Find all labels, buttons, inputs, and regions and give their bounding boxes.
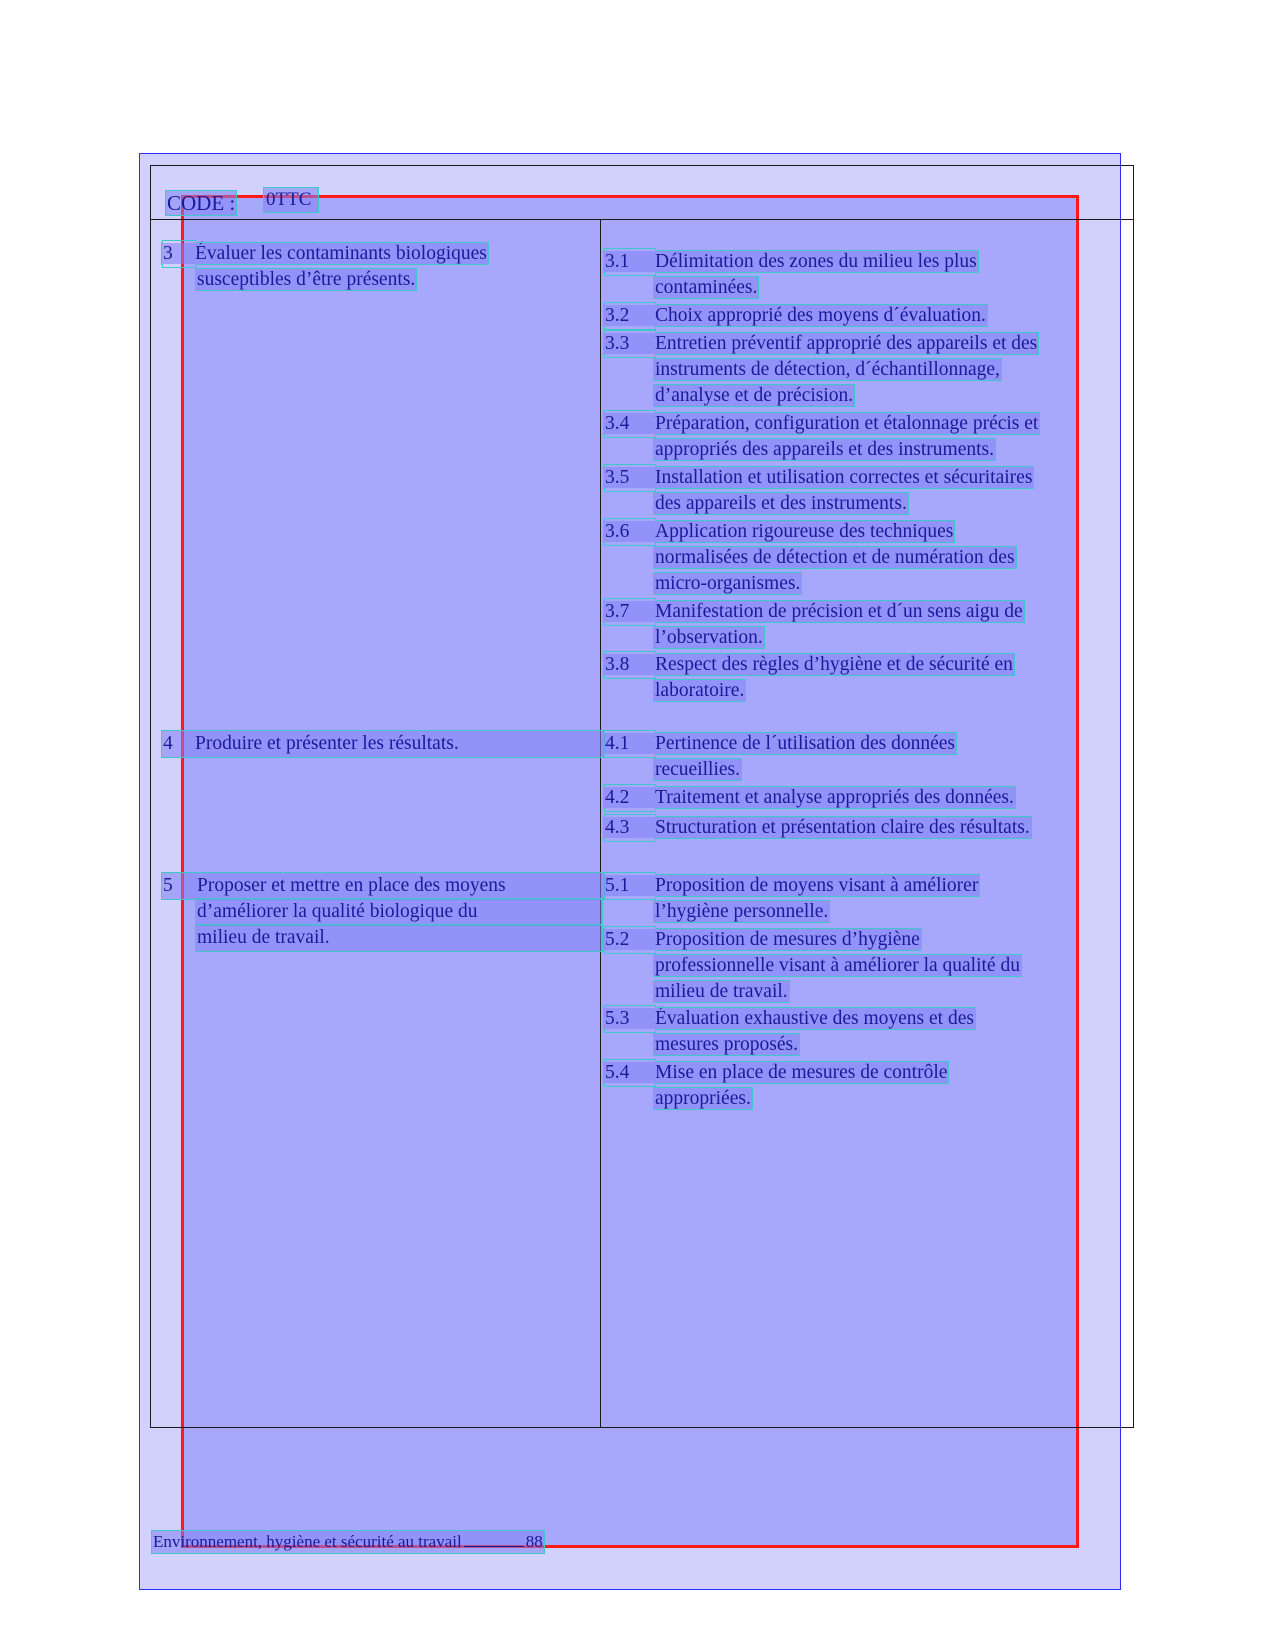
criterion-5-1 [604, 873, 979, 925]
criterion-line: Choix approprié des moyens d´évaluation. [655, 305, 986, 326]
competency-3 [162, 241, 488, 293]
column-divider [600, 219, 601, 1427]
criterion-line: Structuration et présentation claire des résultats. [655, 817, 1030, 838]
footer-leader [464, 1546, 524, 1547]
criterion-line: milieu de travail. [655, 981, 788, 1002]
criterion-line: instruments de détection, d´échantillonnage, [655, 359, 1000, 380]
header-divider [151, 219, 1133, 220]
criterion-4-3 [604, 815, 1031, 841]
competency-5 [162, 873, 604, 951]
criterion-number: 5.1 [605, 875, 630, 896]
criterion-3-3 [604, 331, 1038, 409]
criterion-4-2 [604, 785, 1015, 811]
code-value: 0TTC [264, 188, 318, 212]
competency-line: milieu de travail. [196, 925, 602, 951]
criterion-line: micro-organismes. [655, 573, 801, 594]
criterion-5-3 [604, 1006, 975, 1058]
criterion-4-1 [604, 731, 956, 783]
page-number: 88 [525, 1532, 543, 1551]
criterion-3-5 [604, 465, 1033, 517]
competency-line: d’améliorer la qualité biologique du [196, 899, 602, 925]
criterion-number: 4.2 [605, 787, 630, 808]
criterion-line: Entretien préventif approprié des appareils et des [655, 333, 1038, 354]
competency-line: susceptibles d’être présents. [197, 269, 416, 290]
criterion-line: appropriés des appareils et des instruments. [655, 439, 994, 460]
criterion-3-6 [604, 519, 1016, 597]
criterion-line: Délimitation des zones du milieu les plus [655, 251, 977, 272]
criterion-line: Évaluation exhaustive des moyens et des [655, 1008, 974, 1029]
criterion-line: Proposition de moyens visant à améliorer [655, 875, 979, 896]
criterion-line: Respect des règles d’hygiène et de sécurité en [655, 654, 1013, 675]
page-footer [152, 1531, 544, 1553]
criterion-number: 3.4 [605, 413, 630, 434]
criterion-number: 4.1 [605, 733, 630, 754]
criterion-number: 5.4 [605, 1062, 630, 1083]
criterion-line: l’observation. [655, 627, 763, 648]
criterion-5-2 [604, 927, 1021, 1005]
criterion-line: Pertinence de l´utilisation des données [655, 733, 956, 754]
criterion-line: appropriées. [655, 1088, 751, 1109]
criterion-line: Manifestation de précision et d´un sens aigu de [655, 601, 1023, 622]
code-label: CODE : [167, 191, 236, 215]
criterion-line: recueillies. [655, 759, 740, 780]
criterion-3-2 [604, 303, 987, 329]
criterion-line: Installation et utilisation correctes et sécuritaires [655, 467, 1033, 488]
criterion-number: 3.5 [605, 467, 630, 488]
criterion-5-4 [604, 1060, 948, 1112]
criterion-line: normalisées de détection et de numération des [655, 547, 1015, 568]
competency-line: Produire et présenter les résultats. [195, 733, 459, 754]
criterion-line: contaminées. [655, 277, 758, 298]
criterion-number: 3.6 [605, 521, 630, 542]
competency-number: 4 [163, 733, 173, 754]
competency-line: Évaluer les contaminants biologiques [195, 243, 487, 264]
criterion-line: mesures proposés. [655, 1034, 798, 1055]
criterion-3-4 [604, 411, 1039, 463]
criterion-number: 4.3 [605, 817, 630, 838]
competency-4 [162, 731, 604, 757]
criterion-number: 5.3 [605, 1008, 630, 1029]
criterion-line: Traitement et analyse appropriés des données. [655, 787, 1014, 808]
criterion-number: 3.2 [605, 305, 630, 326]
criterion-number: 3.8 [605, 654, 630, 675]
footer-text: Environnement, hygiène et sécurité au travail [153, 1532, 462, 1551]
criterion-line: Proposition de mesures d’hygiène [655, 929, 920, 950]
competency-number: 3 [163, 243, 173, 264]
competency-number: 5 [163, 875, 173, 896]
criterion-number: 3.1 [605, 251, 630, 272]
criterion-line: professionnelle visant à améliorer la qualité du [655, 955, 1020, 976]
criterion-number: 5.2 [605, 929, 630, 950]
competency-line: Proposer et mettre en place des moyens [197, 875, 506, 896]
criterion-line: d’analyse et de précision. [655, 385, 854, 406]
criterion-line: l’hygiène personnelle. [655, 901, 829, 922]
criterion-line: Mise en place de mesures de contrôle [655, 1062, 948, 1083]
criterion-line: Application rigoureuse des techniques [655, 521, 954, 542]
criterion-line: des appareils et des instruments. [655, 493, 907, 514]
criterion-number: 3.7 [605, 601, 630, 622]
criterion-3-1 [604, 249, 978, 301]
criterion-line: laboratoire. [655, 680, 745, 701]
criterion-3-8 [604, 652, 1014, 704]
criterion-3-7 [604, 599, 1024, 651]
criterion-line: Préparation, configuration et étalonnage précis et [655, 413, 1039, 434]
criterion-number: 3.3 [605, 333, 630, 354]
